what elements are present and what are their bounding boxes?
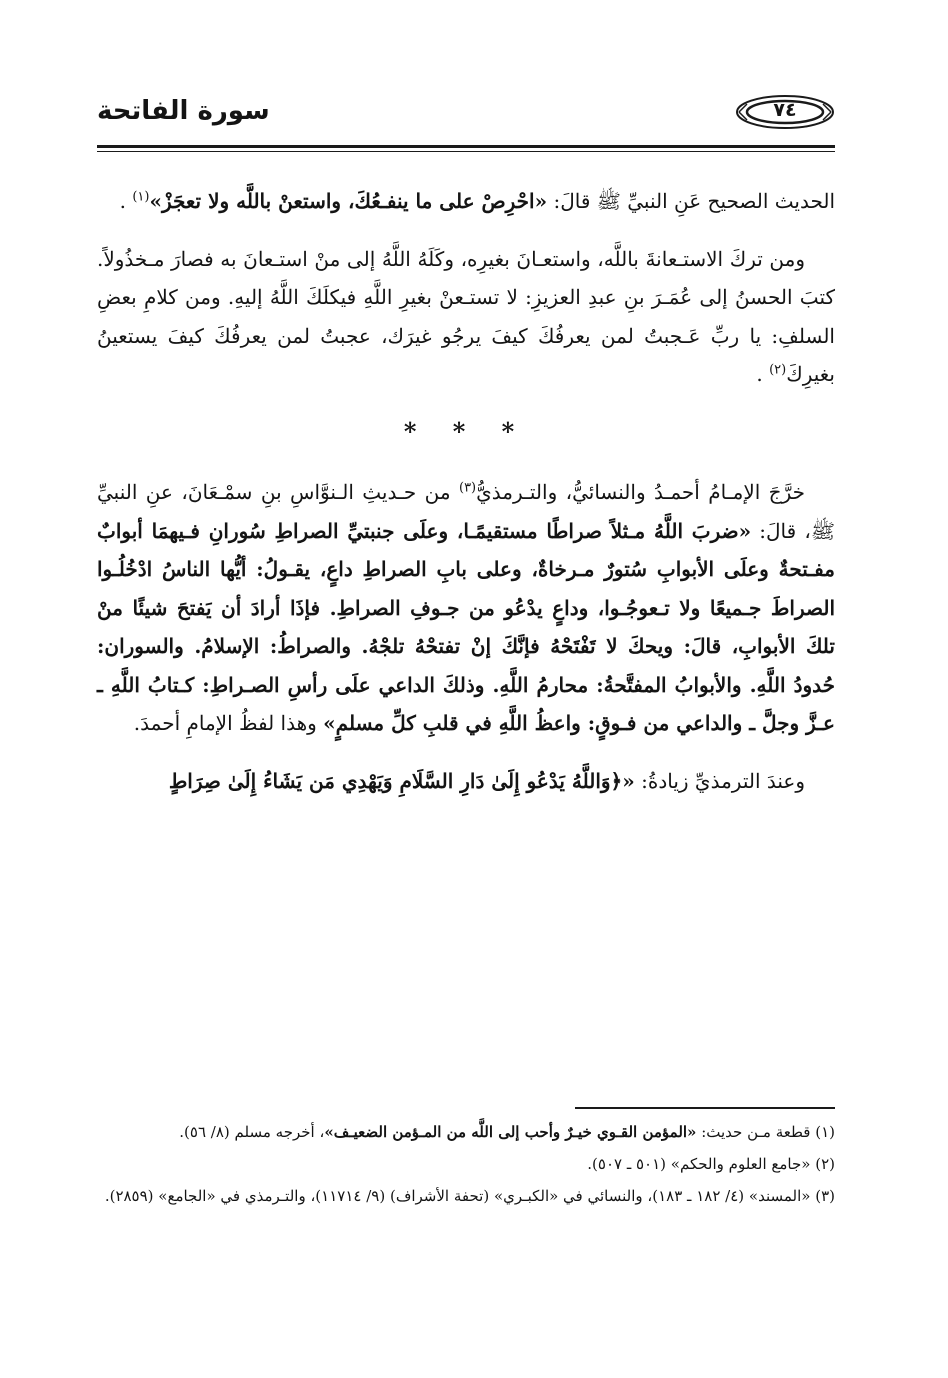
page-number: ٧٤ (773, 99, 797, 121)
paragraph-4 (97, 762, 835, 801)
header-rule-thick (97, 145, 835, 148)
paragraph-2 (97, 240, 835, 394)
footnote-ref-2: (٢) (769, 362, 787, 378)
footnote-1 (97, 1118, 835, 1146)
page-number-badge (735, 94, 835, 130)
para4-lead: وعندَ الترمذيِّ زيادةُ: (634, 768, 805, 793)
page-header (97, 88, 835, 148)
paragraph-3 (97, 473, 835, 743)
paragraph-1 (97, 182, 835, 221)
para3-lead: خرَّجَ الإمـامُ أحمـدُ والنسائيُّ، والتـرمذيُّ (476, 480, 805, 504)
footnote-1-tail: ، أخرجه مسلم (٨/ ٥٦). (179, 1123, 325, 1141)
para3-tail: وهذا لفظُ الإمامِ أحمدَ. (133, 711, 324, 735)
footnote-ref-3: (٣) (458, 480, 477, 496)
para4-quote: «﴿وَاللَّهُ يَدْعُو إِلَىٰ دَارِ السَّلَامِ وَيَهْدِي مَن يَشَاءُ إِلَىٰ صِرَاطٍ (168, 768, 635, 793)
footnotes (97, 1118, 835, 1214)
main-text (97, 182, 835, 800)
para3-quote: «ضربَ اللَّهُ مـثلاً صراطًا مستقيمًـا، وعلَى جنبتيِّ الصراطِ سُورانِ فـيهمَا أبوابٌ مفـتحةٌ وعلَى الأبوابِ سُتورٌ مـرخاةٌ، وعلى بابِ الصراطِ داعٍ، يقـولُ: أيُّها الناسُ ادْخُلُـوا الصراطَ جـميعًا ولا تـعوجُـوا، وداعٍ يدْعُو من جـوفِ الصراطِ. فإذَا أرادَ أن يَفتحَ شيئًا منْ تلكَ الأبوابِ، قالَ: ويحكَ لا تَفْتَحْهُ فإنَّكَ إنْ تفتحْهُ تلجْهُ. والصراطُ: الإسلامُ. والسوران: حُدودُ اللَّهِ. والأبوابُ المفتَّحةُ: محارمُ اللَّهِ. وذلكَ الداعي علَى رأسِ الصـراطِ: كـتابُ اللَّهِ ـ عـزَّ وجلَّ ـ والداعي من فـوقٍ: واعظُ اللَّهِ في قلبِ كلِّ مسلمٍ» (97, 518, 835, 735)
para1-lead: الحديث الصحيح عَنِ النبيِّ ﷺ قالَ: (547, 189, 835, 213)
footnote-3-number: (٣) (815, 1187, 835, 1205)
para3-lead2: من حـديثِ الـنوَّاسِ بنِ سمْـعَانَ، عنِ النبيِّ ﷺ، قالَ: (97, 480, 835, 543)
header-rule-thin (97, 151, 835, 152)
para2-text: ومن تركَ الاستـعانةَ باللَّه، واستعـانَ بغيرِه، وكَلَهُ اللَّهُ إلى منْ استـعانَ به فصارَ مـخذُولاً. كتبَ الحسنُ إلى عُمَـرَ بنِ عبدِ العزيزِ: لا تستـعنْ بغيرِ اللَّهِ فيكلَكَ اللَّهُ إليهِ. ومن كلامِ بعضِ السلفِ: يا ربِّ عَـجبتُ لمن يعرفُكَ كيفَ يرجُو غيرَك، عجبتُ لمن يعرفُكَ كيفَ يستعينُ بغيرِكَ (97, 246, 835, 386)
footnote-3-lead: «المسند» (٤/ ١٨٢ ـ ١٨٣)، والنسائي في «الكبـري» (تحفة الأشراف) (٩/ ١١٧١٤)، والتـرمذي في «الجامع» (٢٨٥٩). (104, 1187, 816, 1205)
para1-quote: «احْرِصْ على ما ينفـعُكَ، واستعنْ باللَّه ولا تعجَزْ» (149, 189, 548, 213)
para1-tail: . (119, 189, 133, 213)
footnote-rule (575, 1107, 835, 1109)
footnote-ref-1: (١) (132, 189, 150, 205)
running-title: سورة الفاتحة (97, 96, 270, 126)
para2-tail: . (756, 362, 770, 386)
footnote-1-number: (١) (815, 1123, 835, 1141)
footnote-2-lead: «جامع العلوم والحكم» (٥٠١ ـ ٥٠٧). (587, 1155, 816, 1173)
footnote-2 (97, 1150, 835, 1178)
footnote-3 (97, 1182, 835, 1210)
footnote-2-number: (٢) (815, 1155, 835, 1173)
footnote-1-lead: قطعة مـن حديث: (696, 1123, 816, 1141)
footnote-1-quote: «المؤمن القـوي خيـرٌ وأحب إلى اللَّه من المـؤمن الضعيـف» (324, 1123, 697, 1141)
section-separator: * * * (403, 416, 529, 446)
